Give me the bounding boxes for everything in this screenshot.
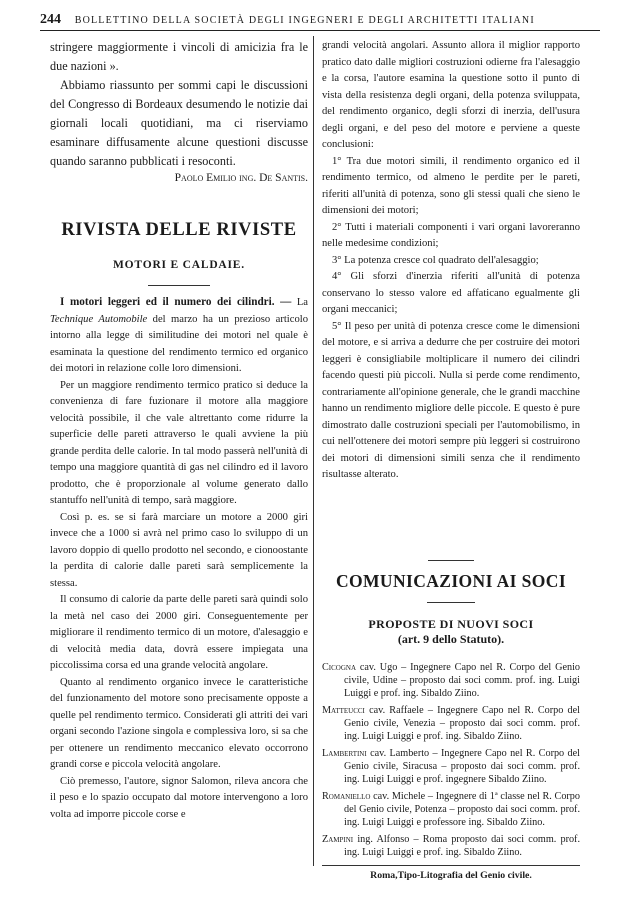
proposal-entry — [322, 790, 580, 829]
proposal-entry — [322, 661, 580, 700]
proposal-entry — [322, 833, 580, 859]
article-paragraph — [50, 294, 308, 378]
conclusion-item: 5° Il peso per unità di potenza cresce come le dimensioni del motore, e si arriva a dedurre che per costruire dei motori leggeri è consigliabile moltiplicare il numero dei cilindri facendo questi più piccoli. Nulla si perde come rendimento, contrariamente all'opinione generale, che le grandi macchine hanno un rendimento migliore delle piccole. E questo è pure dimostrato dalle costruzioni speciali per l'automobilismo, in cui nell'ottenere dei motori sempre più leggeri si costruirono dei motori di dimensioni simili senza che il rendimento risultasse alterato. — [322, 320, 580, 480]
conclusion-item: 3° La potenza cresce col quadrato dell'alesaggio; — [332, 254, 539, 266]
proposal-entry — [322, 704, 580, 743]
article-paragraph: Per un maggiore rendimento termico pratico si deduce la convenienza di fare fuzionare il motore alla maggiore velocità possibile, il che vale altrettanto come ridurre la superficie delle pareti attraverso le quali avviene la più grande perdita delle calorie. In tal modo passerà nell'unità di tempo una maggiore quantità di gas nel cilindro ed il lavoro prodotto, che è proporzionale al volume generato dallo stantuffo nell'unità di tempo, sarà maggiore. — [50, 379, 308, 506]
section-separator — [428, 560, 474, 561]
article-paragraph: Ciò premesso, l'autore, signor Salomon, rileva ancora che il peso e lo spazio occupato dal motore intervengono a loro volta ad imporre piccole corse e — [50, 775, 308, 820]
article-paragraph: Così p. es. se si farà marciare un motore a 2000 giri invece che a 1000 si avrà nel primo caso lo sviluppo di un lavoro doppio di quello prodotto nel secondo, e cionoostante la perdita di calorie dalle pareti sarà semplicemente la stessa. — [50, 511, 308, 589]
text-run: del marzo ha un prezioso articolo intorno alla legge di similitudine dei motori nel quale è esaminata la questione del rendimento termico ed organico dei motori in relazione colle loro dimensioni. — [50, 313, 308, 374]
proposal-name: Matteucci — [322, 704, 365, 716]
author-signature: Paolo Emilio ing. De Santis. — [174, 172, 308, 184]
proposal-name: Zampini — [322, 833, 354, 845]
intro-paragraph: stringere maggiormente i vincoli di amicizia fra le due nazioni ». — [50, 40, 308, 73]
conclusion-item: 1° Tra due motori simili, il rendimento organico ed il rendimento termico, od almeno le perdite per le pareti, riferiti all'unità di potenza, sono gli stessi quali che sieno le dimensioni dei motori; — [322, 155, 580, 216]
subsection-title: MOTORI E CALDAIE. — [113, 259, 245, 271]
proposal-entry — [322, 747, 580, 786]
journal-title: BOLLETTINO DELLA SOCIETÀ DEGLI INGEGNERI E DEGLI ARCHITETTI ITALIANI — [74, 15, 535, 26]
intro-paragraph: Abbiamo riassunto per sommi capi le discussioni del Congresso di Bordeaux desumendo le notizie dai giornali locali quotidiani, ma ci riserviamo esaminare diffusamente alcune questioni discusse quando saranno pubblicati i resoconti. — [50, 78, 308, 168]
proposal-text: cav. Ugo – Ingegnere Capo nel R. Corpo del Genio civile, Udine – proposto dai soci comm. prof. ing. Luigi Luiggi e prof. ing. Sibaldo Ziino. — [344, 661, 581, 699]
page-number: 244 — [40, 12, 61, 27]
proposal-name: Cicogna — [322, 661, 357, 673]
subsection-note: (art. 9 dello Statuto). — [397, 631, 505, 646]
article-paragraph: Quanto al rendimento organico invece le caratteristiche del funzionamento del motore sono precisamente opposte a quelle pel rendimento termico. Considerati gli attriti dei vari organi secondo l'azione singola e complessiva loro, si sa che per ottenere un rendimento meccanico elevato occorrono grandi corse e piccola velocità angolare. — [50, 676, 308, 770]
right-column — [322, 38, 580, 881]
proposal-text: cav. Michele – Ingegnere di 1ª classe nel R. Corpo del Genio civile, Potenza – proposto dai soci comm. prof. ing. Luigi Luiggi e professore ing. Sibaldo Ziino. — [344, 790, 580, 828]
proposal-text: ing. Alfonso – Roma proposto dai soci comm. prof. ing. Luigi Luiggi e prof. ing. Sibaldo Ziino. — [344, 833, 581, 858]
title-rule — [427, 602, 475, 603]
article-heading: I motori leggeri ed il numero dei cilindri. — — [60, 296, 292, 308]
article-paragraph: grandi velocità angolari. Assunto allora il miglior rapporto pratico dato dalle migliori costruzioni odierne fra l'alesaggio e la corsa, l'autore esamina la questione sotto il punto di vista della resistenza degli organi, della potenza sviluppata, del rendimento organico, degli sforzi di inerzia, dell'usura degli organi, e del peso del motore e perviene a queste conclusioni: — [322, 40, 580, 150]
section-title: RIVISTA DELLE RIVISTE — [61, 220, 297, 240]
intro-block — [50, 38, 308, 171]
header-rule — [40, 30, 600, 31]
running-header — [40, 12, 600, 28]
section-title: COMUNICAZIONI AI SOCI — [335, 570, 567, 591]
proposal-name: Romaniello — [322, 790, 371, 802]
conclusion-item: 4° Gli sforzi d'inerzia riferiti all'unità di potenza conservano lo stesso valore ed affaticano egualmente gli organi meccanici; — [322, 271, 580, 315]
printer-footer: Roma,Tipo-Litografia del Genio civile. — [322, 865, 580, 881]
conclusion-item: 2° Tutti i materiali componenti i vari organi lavoreranno nelle medesime condizioni; — [322, 221, 580, 249]
title-rule — [148, 285, 210, 286]
column-divider — [313, 36, 314, 866]
proposal-text: cav. Raffaele – Ingegnere Capo nel R. Corpo del Genio civile, Venezia – proposto dai soci comm. prof. ing. Luigi Luiggi e prof. ing. Sibaldo Ziino. — [344, 704, 580, 742]
journal-name: Technique Automobile — [50, 313, 148, 325]
article-paragraph: Il consumo di calorie da parte delle pareti sarà quindi solo la metà nel caso dei 2000 giri. Conseguentemente per migliorare il rendimento termico di un motore, d'alesaggio e di velocità media data, dovrà essere impiegata una piccolissima corsa ed una grande velocità angolare. — [50, 594, 308, 671]
subsection-title: PROPOSTE DI NUOVI SOCI — [368, 616, 534, 631]
text-run: La — [296, 297, 308, 308]
proposal-text: cav. Lamberto – Ingegnere Capo nel R. Corpo del Genio civile, Siracusa – proposto dai soci comm. prof. ing. Luigi Luiggi e prof. ingegnere Sibaldo Ziino. — [344, 747, 580, 785]
proposal-name: Lambertini — [322, 747, 367, 759]
left-column — [50, 38, 308, 823]
